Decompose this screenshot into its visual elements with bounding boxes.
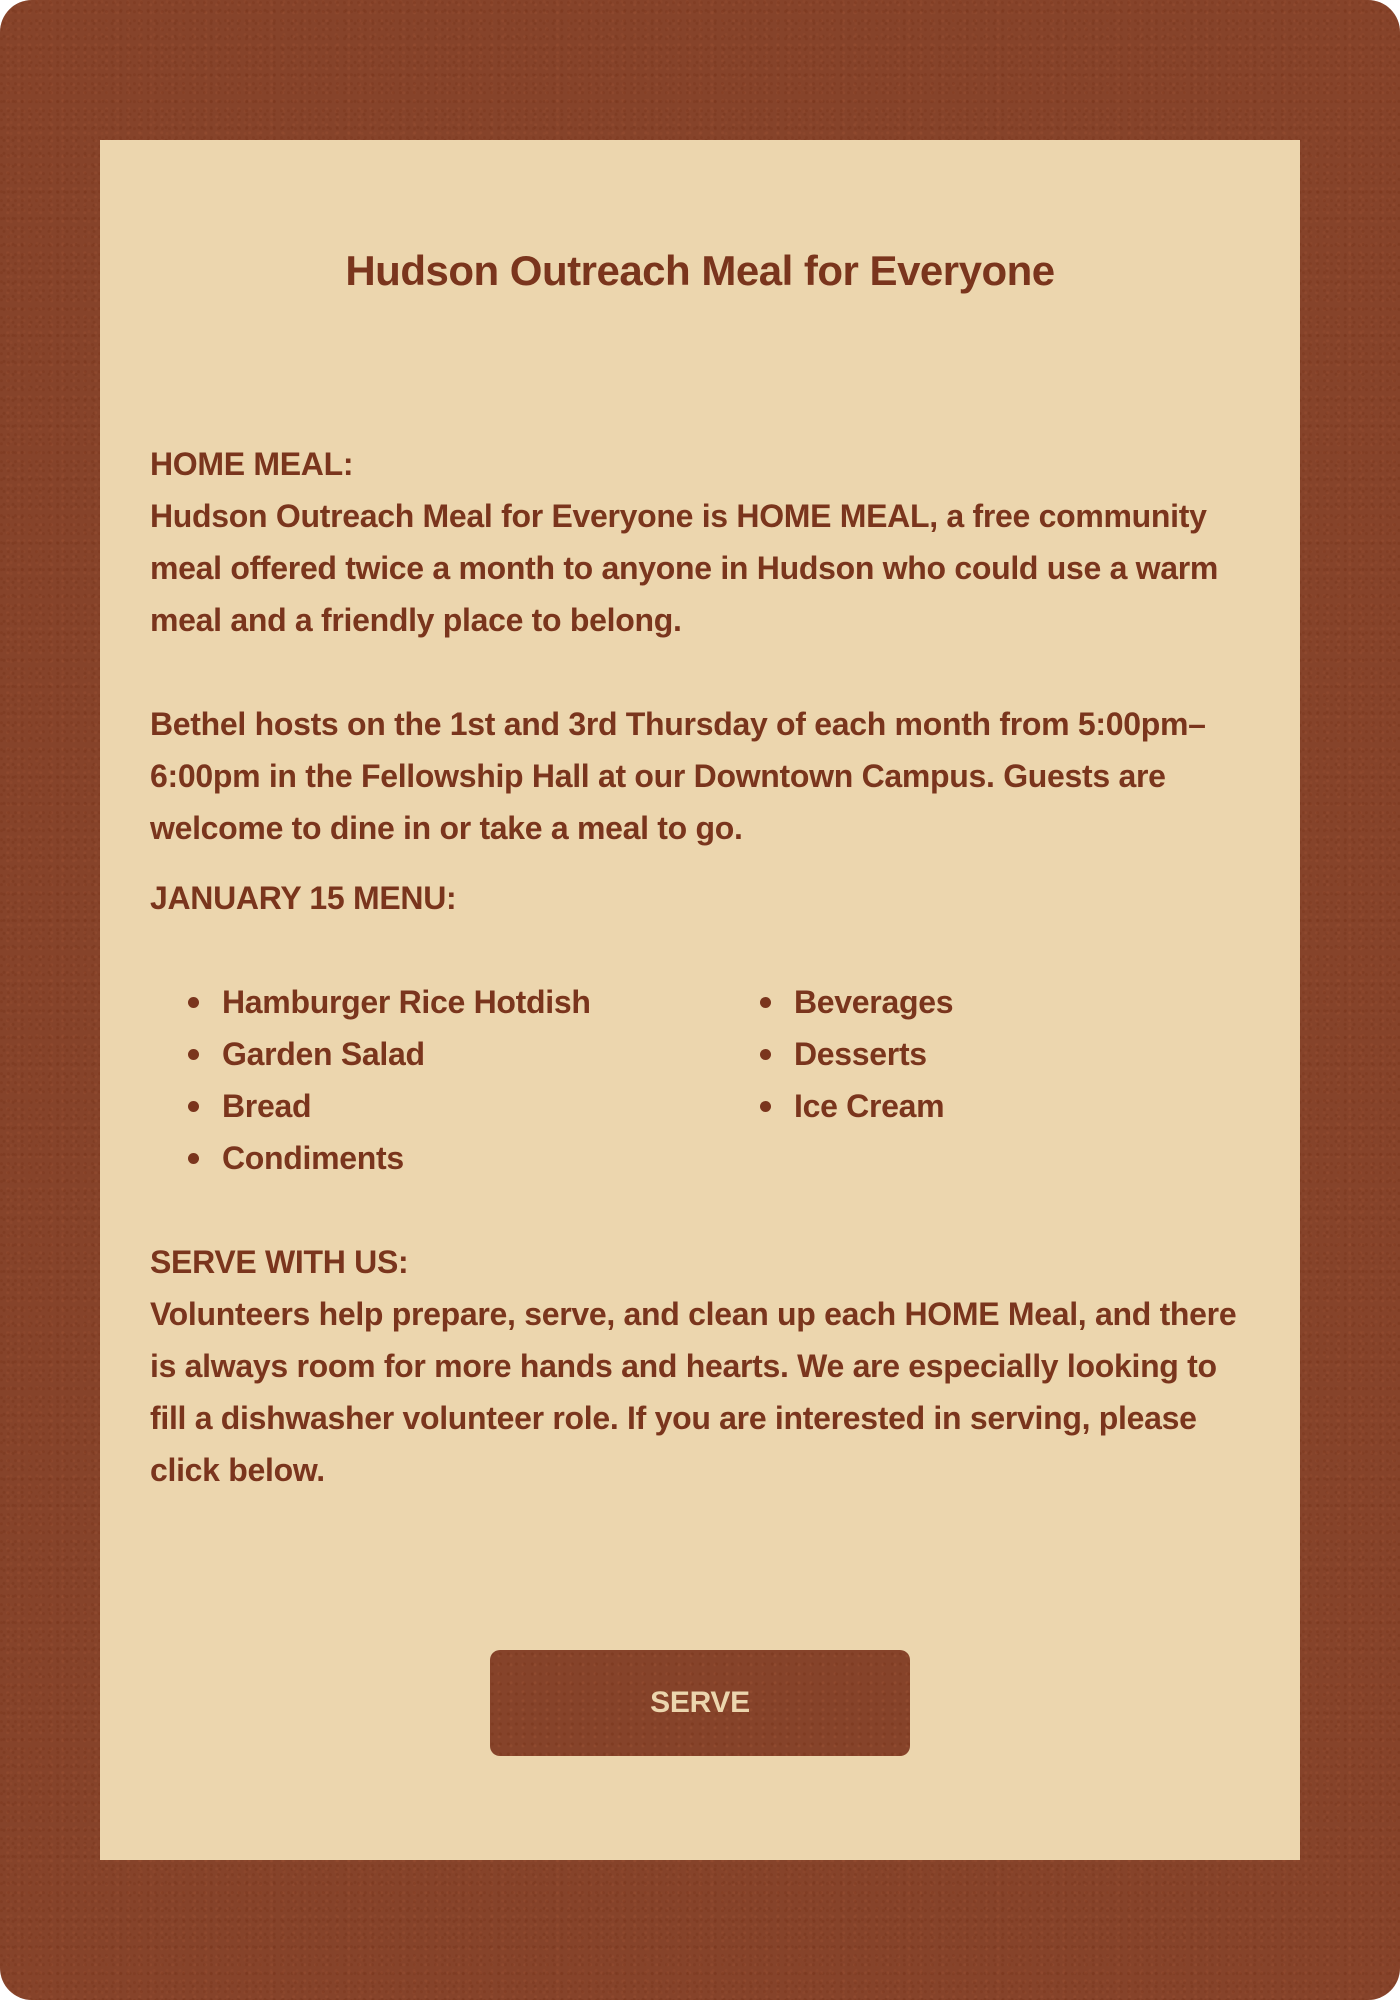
menu-section — [150, 872, 1260, 1184]
serve-heading: SERVE WITH US: — [150, 1244, 409, 1280]
bullet-icon — [760, 997, 771, 1008]
menu-item — [758, 1028, 953, 1080]
menu-item — [186, 1080, 758, 1132]
content-body — [150, 438, 1260, 1496]
menu-item — [186, 1028, 758, 1080]
content-panel — [100, 140, 1300, 1860]
serve-button[interactable]: SERVE — [490, 1650, 910, 1756]
bullet-icon — [188, 997, 199, 1008]
menu-item — [186, 1132, 758, 1184]
serve-description: Volunteers help prepare, serve, and clean up each HOME Meal, and there is always room for more hands and hearts. We are especially looking to fill a dishwasher volunteer role. If you are interested in serving, please click below. — [150, 1296, 1237, 1488]
menu-list — [150, 976, 1260, 1184]
menu-item-label: Bread — [222, 1088, 312, 1124]
menu-item — [186, 976, 758, 1028]
bullet-icon — [188, 1049, 199, 1060]
bullet-icon — [188, 1153, 199, 1164]
menu-column-1 — [186, 976, 758, 1184]
serve-section — [150, 1236, 1260, 1496]
menu-item-label: Desserts — [794, 1036, 927, 1072]
bullet-icon — [188, 1101, 199, 1112]
home-meal-description: Hudson Outreach Meal for Everyone is HOME MEAL, a free community meal offered twice a month to anyone in Hudson who could use a warm meal and a friendly place to belong. — [150, 498, 1219, 638]
page-title: Hudson Outreach Meal for Everyone — [345, 247, 1055, 294]
bullet-icon — [760, 1101, 771, 1112]
menu-heading: JANUARY 15 MENU: — [150, 880, 457, 916]
menu-item — [758, 1080, 953, 1132]
menu-item-label: Garden Salad — [222, 1036, 425, 1072]
menu-item-label: Condiments — [222, 1140, 404, 1176]
spacer — [150, 646, 1260, 698]
bullet-icon — [760, 1049, 771, 1060]
menu-item-label: Ice Cream — [794, 1088, 945, 1124]
menu-item — [758, 976, 953, 1028]
menu-item-label: Hamburger Rice Hotdish — [222, 984, 591, 1020]
menu-column-2 — [758, 976, 953, 1184]
home-meal-schedule: Bethel hosts on the 1st and 3rd Thursday of each month from 5:00pm–6:00pm in the Fellowship Hall at our Downtown Campus. Guests are welcome to dine in or take a meal to go. — [150, 706, 1206, 846]
menu-item-label: Beverages — [794, 984, 954, 1020]
home-meal-heading: HOME MEAL: — [150, 446, 354, 482]
